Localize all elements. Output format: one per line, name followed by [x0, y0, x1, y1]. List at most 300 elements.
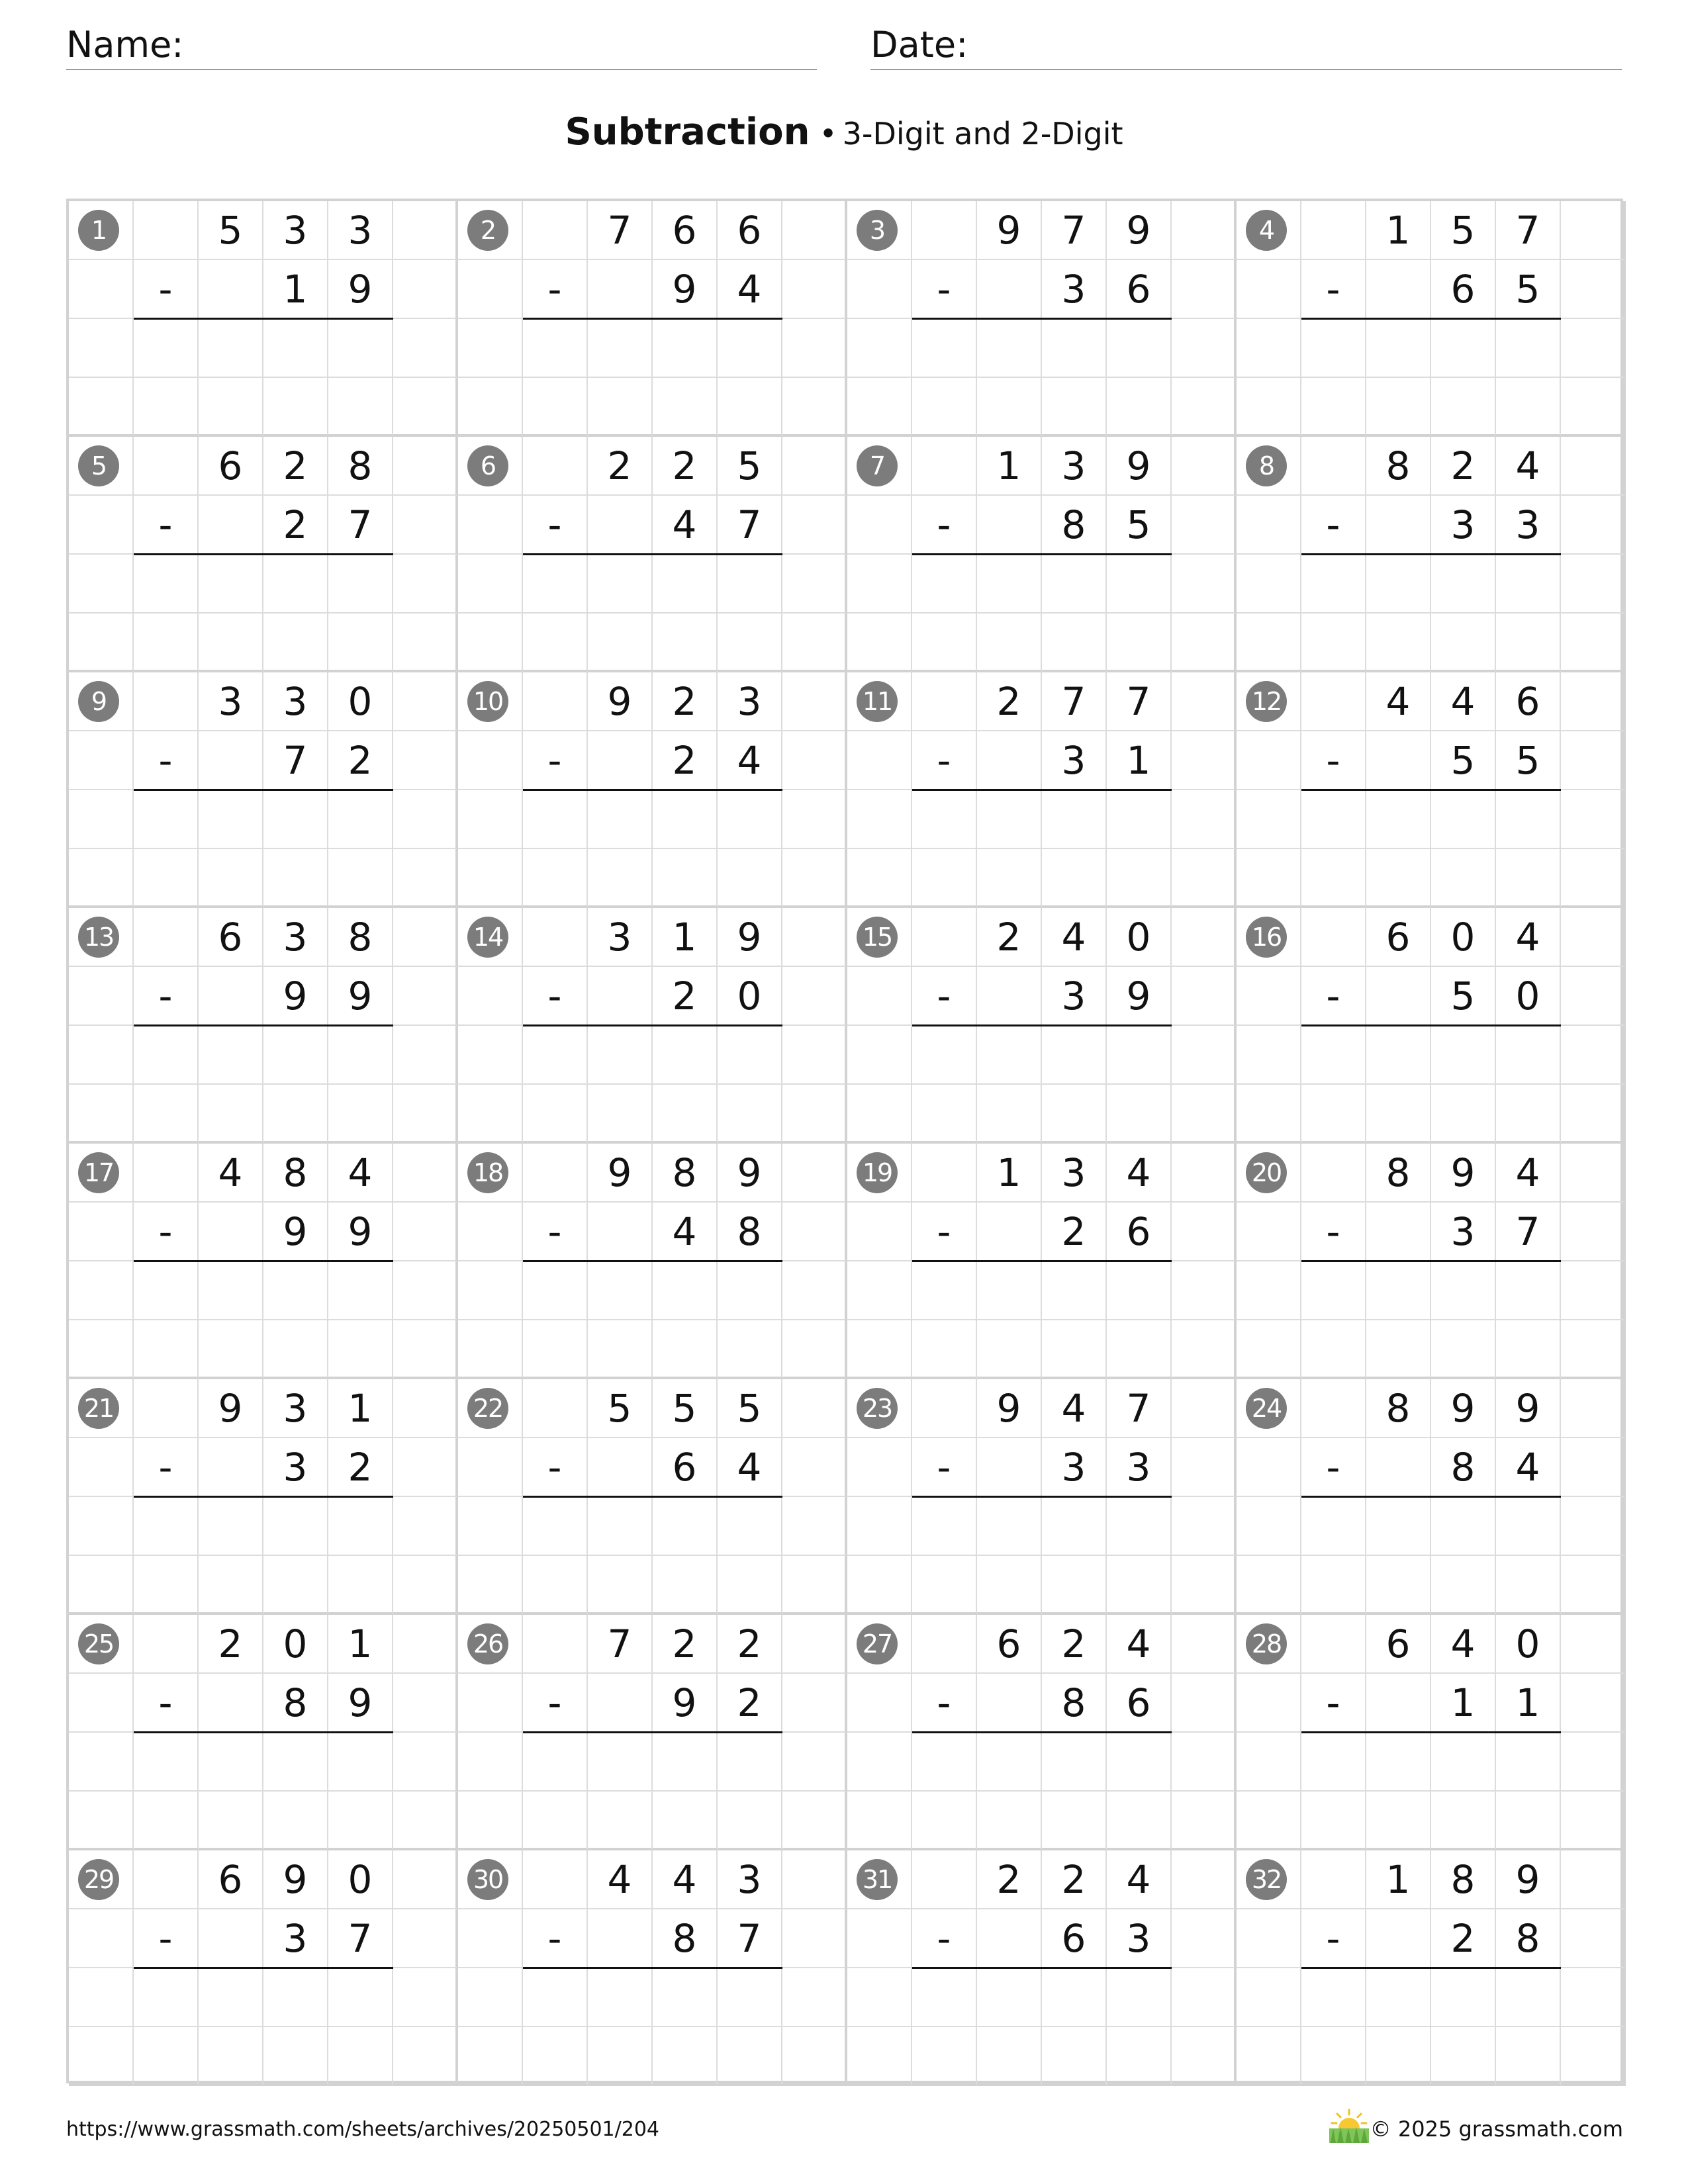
- answer-cell[interactable]: [523, 614, 588, 672]
- answer-cell[interactable]: [199, 319, 263, 378]
- answer-line: [1301, 1967, 1561, 1969]
- answer-cell[interactable]: [263, 849, 328, 908]
- answer-cell[interactable]: [1107, 1320, 1172, 1379]
- answer-cell[interactable]: [1366, 2027, 1431, 2086]
- answer-cell[interactable]: [1366, 1497, 1431, 1556]
- answer-line: [1301, 553, 1561, 555]
- answer-cell[interactable]: [912, 849, 977, 908]
- answer-cell[interactable]: [523, 1026, 588, 1085]
- grid-cell: [393, 908, 458, 967]
- answer-cell[interactable]: [1496, 1085, 1561, 1144]
- grid-cell: [782, 672, 847, 731]
- answer-cell[interactable]: [1042, 1968, 1107, 2027]
- answer-cell[interactable]: [588, 1792, 653, 1850]
- answer-cell[interactable]: [1301, 1320, 1366, 1379]
- answer-cell[interactable]: [977, 1320, 1042, 1379]
- answer-cell[interactable]: [1496, 1497, 1561, 1556]
- answer-cell[interactable]: [912, 555, 977, 614]
- answer-cell[interactable]: [1042, 1261, 1107, 1320]
- answer-cell[interactable]: [523, 1320, 588, 1379]
- answer-cell[interactable]: [588, 1026, 653, 1085]
- answer-cell[interactable]: [328, 614, 393, 672]
- answer-cell[interactable]: [263, 1085, 328, 1144]
- answer-cell[interactable]: [977, 319, 1042, 378]
- answer-cell[interactable]: [1431, 378, 1496, 437]
- answer-cell[interactable]: [199, 614, 263, 672]
- answer-cell[interactable]: [1042, 1026, 1107, 1085]
- answer-cell[interactable]: [1496, 1792, 1561, 1850]
- answer-cell[interactable]: [1431, 1968, 1496, 2027]
- answer-cell[interactable]: [718, 1792, 782, 1850]
- answer-cell[interactable]: [1496, 555, 1561, 614]
- answer-cell[interactable]: [134, 1026, 199, 1085]
- name-field[interactable]: [66, 21, 817, 70]
- answer-cell[interactable]: [523, 1497, 588, 1556]
- answer-cell[interactable]: [199, 1792, 263, 1850]
- date-field[interactable]: [870, 21, 1622, 70]
- answer-cell[interactable]: [912, 1026, 977, 1085]
- answer-cell[interactable]: [1496, 1261, 1561, 1320]
- grid-cell: [588, 1674, 653, 1733]
- answer-cell[interactable]: [1301, 555, 1366, 614]
- problem-4: [1237, 201, 1626, 437]
- answer-cell[interactable]: [653, 1792, 718, 1850]
- answer-cell[interactable]: [588, 2027, 653, 2086]
- answer-cell[interactable]: [1107, 1556, 1172, 1615]
- answer-cell[interactable]: [1107, 2027, 1172, 2086]
- answer-cell[interactable]: [653, 1261, 718, 1320]
- answer-cell[interactable]: [588, 319, 653, 378]
- answer-cell[interactable]: [912, 378, 977, 437]
- answer-cell[interactable]: [1107, 1085, 1172, 1144]
- answer-cell[interactable]: [912, 790, 977, 849]
- answer-cell[interactable]: [263, 1261, 328, 1320]
- answer-cell[interactable]: [1496, 849, 1561, 908]
- answer-cell[interactable]: [328, 319, 393, 378]
- answer-cell[interactable]: [328, 1792, 393, 1850]
- answer-cell[interactable]: [134, 849, 199, 908]
- minuend-digit: 4: [199, 1144, 263, 1203]
- answer-cell[interactable]: [1496, 614, 1561, 672]
- answer-cell[interactable]: [588, 1968, 653, 2027]
- answer-cell[interactable]: [653, 1085, 718, 1144]
- minuend-digit: 8: [1366, 437, 1431, 496]
- answer-cell[interactable]: [134, 1968, 199, 2027]
- answer-cell[interactable]: [1107, 1968, 1172, 2027]
- answer-cell[interactable]: [1366, 790, 1431, 849]
- answer-cell[interactable]: [977, 1792, 1042, 1850]
- answer-cell[interactable]: [1301, 319, 1366, 378]
- answer-cell[interactable]: [134, 790, 199, 849]
- answer-cell[interactable]: [1431, 555, 1496, 614]
- answer-line: [912, 318, 1172, 320]
- answer-cell[interactable]: [912, 1792, 977, 1850]
- answer-cell[interactable]: [328, 1320, 393, 1379]
- answer-cell[interactable]: [977, 1556, 1042, 1615]
- answer-cell[interactable]: [1107, 1497, 1172, 1556]
- answer-cell[interactable]: [1301, 1556, 1366, 1615]
- answer-cell[interactable]: [1496, 1968, 1561, 2027]
- answer-cell[interactable]: [1301, 2027, 1366, 2086]
- answer-cell[interactable]: [328, 849, 393, 908]
- answer-cell[interactable]: [1431, 1261, 1496, 1320]
- answer-cell[interactable]: [653, 1497, 718, 1556]
- grid-cell: [1172, 790, 1237, 849]
- minuend-digit: 6: [718, 201, 782, 260]
- answer-cell[interactable]: [263, 555, 328, 614]
- answer-cell[interactable]: [263, 319, 328, 378]
- answer-cell[interactable]: [912, 1556, 977, 1615]
- answer-cell[interactable]: [523, 2027, 588, 2086]
- answer-cell[interactable]: [523, 319, 588, 378]
- answer-cell[interactable]: [328, 378, 393, 437]
- answer-line: [912, 1260, 1172, 1262]
- answer-cell[interactable]: [1042, 378, 1107, 437]
- answer-cell[interactable]: [523, 1261, 588, 1320]
- subtrahend-digit: 8: [1431, 1438, 1496, 1497]
- answer-cell[interactable]: [199, 1733, 263, 1792]
- grid-cell: [977, 731, 1042, 790]
- answer-cell[interactable]: [134, 1792, 199, 1850]
- answer-cell[interactable]: [912, 2027, 977, 2086]
- answer-cell[interactable]: [1496, 2027, 1561, 2086]
- answer-cell[interactable]: [1431, 1026, 1496, 1085]
- answer-cell[interactable]: [1301, 1792, 1366, 1850]
- answer-cell[interactable]: [1496, 1320, 1561, 1379]
- answer-cell[interactable]: [1431, 319, 1496, 378]
- answer-cell[interactable]: [588, 849, 653, 908]
- answer-cell[interactable]: [653, 555, 718, 614]
- answer-cell[interactable]: [523, 1733, 588, 1792]
- answer-cell[interactable]: [977, 2027, 1042, 2086]
- answer-cell[interactable]: [1366, 1026, 1431, 1085]
- answer-cell[interactable]: [977, 614, 1042, 672]
- answer-cell[interactable]: [718, 1026, 782, 1085]
- answer-cell[interactable]: [1301, 849, 1366, 908]
- answer-cell[interactable]: [328, 1733, 393, 1792]
- answer-cell[interactable]: [977, 1968, 1042, 2027]
- answer-cell[interactable]: [718, 1085, 782, 1144]
- answer-cell[interactable]: [1366, 1556, 1431, 1615]
- subtrahend-digit: 2: [653, 731, 718, 790]
- answer-cell[interactable]: [718, 2027, 782, 2086]
- answer-cell[interactable]: [588, 614, 653, 672]
- problem-16: [1237, 908, 1626, 1144]
- answer-cell[interactable]: [134, 2027, 199, 2086]
- answer-cell[interactable]: [263, 1320, 328, 1379]
- grid-cell: [1561, 614, 1626, 672]
- problem-number-badge: 10: [467, 681, 508, 722]
- grid-cell: [1237, 1733, 1301, 1792]
- answer-cell[interactable]: [1107, 849, 1172, 908]
- subtrahend-digit: 9: [263, 1203, 328, 1261]
- answer-cell[interactable]: [1431, 1792, 1496, 1850]
- answer-cell[interactable]: [977, 1085, 1042, 1144]
- answer-cell[interactable]: [718, 1497, 782, 1556]
- answer-cell[interactable]: [653, 614, 718, 672]
- answer-cell[interactable]: [328, 1556, 393, 1615]
- answer-cell[interactable]: [653, 378, 718, 437]
- answer-cell[interactable]: [1431, 1497, 1496, 1556]
- answer-cell[interactable]: [328, 555, 393, 614]
- answer-cell[interactable]: [653, 1968, 718, 2027]
- answer-cell[interactable]: [199, 1968, 263, 2027]
- answer-cell[interactable]: [718, 555, 782, 614]
- answer-cell[interactable]: [1301, 1497, 1366, 1556]
- minuend-digit: 5: [718, 437, 782, 496]
- answer-cell[interactable]: [1042, 849, 1107, 908]
- minuend-digit: 1: [1366, 201, 1431, 260]
- answer-cell[interactable]: [1042, 1733, 1107, 1792]
- answer-cell[interactable]: [1301, 1733, 1366, 1792]
- answer-cell[interactable]: [1301, 790, 1366, 849]
- answer-cell[interactable]: [718, 790, 782, 849]
- answer-cell[interactable]: [1431, 614, 1496, 672]
- answer-cell[interactable]: [1107, 1026, 1172, 1085]
- grid-cell: [1301, 908, 1366, 967]
- problem-number-badge: 11: [857, 681, 898, 722]
- answer-cell[interactable]: [263, 1556, 328, 1615]
- answer-cell[interactable]: [1042, 319, 1107, 378]
- answer-cell[interactable]: [1366, 1733, 1431, 1792]
- answer-cell[interactable]: [134, 319, 199, 378]
- answer-cell[interactable]: [1107, 378, 1172, 437]
- answer-cell[interactable]: [1366, 1320, 1431, 1379]
- answer-cell[interactable]: [199, 1026, 263, 1085]
- answer-cell[interactable]: [1431, 1733, 1496, 1792]
- minus-sign: -: [1301, 967, 1366, 1026]
- answer-cell[interactable]: [134, 378, 199, 437]
- answer-cell[interactable]: [588, 378, 653, 437]
- answer-cell[interactable]: [1431, 790, 1496, 849]
- answer-cell[interactable]: [912, 1085, 977, 1144]
- answer-cell[interactable]: [1366, 378, 1431, 437]
- answer-cell[interactable]: [263, 1497, 328, 1556]
- answer-cell[interactable]: [977, 555, 1042, 614]
- answer-cell[interactable]: [1042, 614, 1107, 672]
- answer-cell[interactable]: [1107, 319, 1172, 378]
- answer-cell[interactable]: [653, 1556, 718, 1615]
- answer-cell[interactable]: [134, 555, 199, 614]
- answer-cell[interactable]: [199, 378, 263, 437]
- answer-cell[interactable]: [199, 555, 263, 614]
- answer-cell[interactable]: [1042, 790, 1107, 849]
- answer-cell[interactable]: [653, 319, 718, 378]
- answer-cell[interactable]: [523, 1792, 588, 1850]
- answer-cell[interactable]: [263, 2027, 328, 2086]
- answer-cell[interactable]: [523, 849, 588, 908]
- minuend-digit: 9: [718, 908, 782, 967]
- answer-cell[interactable]: [718, 378, 782, 437]
- answer-cell[interactable]: [1107, 790, 1172, 849]
- answer-cell[interactable]: [1496, 790, 1561, 849]
- answer-cell[interactable]: [328, 1497, 393, 1556]
- answer-cell[interactable]: [653, 1320, 718, 1379]
- answer-cell[interactable]: [1042, 1085, 1107, 1144]
- answer-cell[interactable]: [718, 1320, 782, 1379]
- answer-cell[interactable]: [718, 1556, 782, 1615]
- answer-cell[interactable]: [134, 1261, 199, 1320]
- answer-cell[interactable]: [1107, 1261, 1172, 1320]
- answer-cell[interactable]: [1042, 1320, 1107, 1379]
- answer-cell[interactable]: [199, 849, 263, 908]
- answer-cell[interactable]: [653, 790, 718, 849]
- answer-cell[interactable]: [199, 1320, 263, 1379]
- answer-cell[interactable]: [263, 1792, 328, 1850]
- answer-cell[interactable]: [912, 319, 977, 378]
- answer-cell[interactable]: [1431, 849, 1496, 908]
- answer-cell[interactable]: [523, 1085, 588, 1144]
- answer-cell[interactable]: [263, 614, 328, 672]
- answer-cell[interactable]: [977, 378, 1042, 437]
- answer-cell[interactable]: [718, 319, 782, 378]
- answer-cell[interactable]: [1366, 1792, 1431, 1850]
- answer-cell[interactable]: [1366, 1968, 1431, 2027]
- answer-cell[interactable]: [912, 614, 977, 672]
- answer-cell[interactable]: [718, 1261, 782, 1320]
- answer-cell[interactable]: [134, 1320, 199, 1379]
- answer-cell[interactable]: [588, 1556, 653, 1615]
- answer-cell[interactable]: [1042, 1556, 1107, 1615]
- answer-cell[interactable]: [1042, 2027, 1107, 2086]
- answer-cell[interactable]: [134, 1556, 199, 1615]
- answer-cell[interactable]: [199, 1261, 263, 1320]
- answer-cell[interactable]: [977, 1026, 1042, 1085]
- answer-cell[interactable]: [1496, 1026, 1561, 1085]
- answer-cell[interactable]: [263, 1026, 328, 1085]
- answer-cell[interactable]: [1496, 1556, 1561, 1615]
- answer-cell[interactable]: [1496, 319, 1561, 378]
- answer-cell[interactable]: [1366, 555, 1431, 614]
- subtrahend-digit: 8: [1042, 496, 1107, 555]
- grid-cell: [782, 1850, 847, 1909]
- answer-cell[interactable]: [1301, 1026, 1366, 1085]
- answer-cell[interactable]: [1042, 1497, 1107, 1556]
- answer-cell[interactable]: [1301, 378, 1366, 437]
- answer-cell[interactable]: [1431, 1085, 1496, 1144]
- answer-cell[interactable]: [718, 1968, 782, 2027]
- answer-cell[interactable]: [523, 555, 588, 614]
- answer-cell[interactable]: [653, 2027, 718, 2086]
- answer-cell[interactable]: [523, 1556, 588, 1615]
- answer-cell[interactable]: [263, 1733, 328, 1792]
- grid-cell: [1237, 2027, 1301, 2086]
- answer-cell[interactable]: [977, 1261, 1042, 1320]
- answer-cell[interactable]: [653, 1733, 718, 1792]
- answer-cell[interactable]: [977, 790, 1042, 849]
- subtrahend-digit: 9: [328, 967, 393, 1026]
- answer-cell[interactable]: [1431, 1556, 1496, 1615]
- subtrahend-digit: 3: [1042, 967, 1107, 1026]
- answer-cell[interactable]: [134, 1085, 199, 1144]
- answer-cell[interactable]: [1431, 1320, 1496, 1379]
- answer-cell[interactable]: [199, 1497, 263, 1556]
- answer-cell[interactable]: [263, 790, 328, 849]
- answer-cell[interactable]: [328, 2027, 393, 2086]
- grid-cell: [782, 201, 847, 260]
- answer-cell[interactable]: [199, 790, 263, 849]
- grid-cell: [977, 496, 1042, 555]
- answer-cell[interactable]: [1301, 1968, 1366, 2027]
- answer-cell[interactable]: [1366, 1085, 1431, 1144]
- answer-cell[interactable]: [588, 1733, 653, 1792]
- answer-cell[interactable]: [588, 1497, 653, 1556]
- answer-cell[interactable]: [328, 1261, 393, 1320]
- answer-cell[interactable]: [1107, 555, 1172, 614]
- answer-cell[interactable]: [977, 1497, 1042, 1556]
- answer-cell[interactable]: [523, 1968, 588, 2027]
- answer-cell[interactable]: [1107, 1733, 1172, 1792]
- answer-cell[interactable]: [912, 1968, 977, 2027]
- subtrahend-digit: 9: [328, 1674, 393, 1733]
- answer-cell[interactable]: [718, 614, 782, 672]
- answer-cell[interactable]: [977, 1733, 1042, 1792]
- answer-cell[interactable]: [1496, 378, 1561, 437]
- answer-cell[interactable]: [328, 1968, 393, 2027]
- answer-cell[interactable]: [588, 1261, 653, 1320]
- answer-cell[interactable]: [199, 1085, 263, 1144]
- grid-cell: [847, 1968, 912, 2027]
- answer-cell[interactable]: [977, 849, 1042, 908]
- answer-cell[interactable]: [199, 1556, 263, 1615]
- answer-cell[interactable]: [263, 1968, 328, 2027]
- answer-cell[interactable]: [523, 790, 588, 849]
- minuend-digit: 3: [718, 672, 782, 731]
- answer-cell[interactable]: [912, 1320, 977, 1379]
- answer-cell[interactable]: [134, 1497, 199, 1556]
- answer-cell[interactable]: [134, 614, 199, 672]
- grid-cell: [1561, 731, 1626, 790]
- answer-cell[interactable]: [912, 1261, 977, 1320]
- answer-cell[interactable]: [1301, 1261, 1366, 1320]
- answer-cell[interactable]: [588, 555, 653, 614]
- grid-cell: [523, 1615, 588, 1674]
- answer-cell[interactable]: [653, 849, 718, 908]
- answer-cell[interactable]: [1107, 1792, 1172, 1850]
- answer-cell[interactable]: [912, 1733, 977, 1792]
- answer-cell[interactable]: [523, 378, 588, 437]
- answer-cell[interactable]: [718, 1733, 782, 1792]
- answer-cell[interactable]: [134, 1733, 199, 1792]
- answer-cell[interactable]: [328, 1026, 393, 1085]
- answer-cell[interactable]: [1301, 614, 1366, 672]
- answer-cell[interactable]: [328, 1085, 393, 1144]
- answer-cell[interactable]: [1042, 1792, 1107, 1850]
- answer-cell[interactable]: [912, 1497, 977, 1556]
- answer-cell[interactable]: [1301, 1085, 1366, 1144]
- answer-cell[interactable]: [588, 1320, 653, 1379]
- answer-cell[interactable]: [1366, 849, 1431, 908]
- problem-14: [458, 908, 847, 1144]
- answer-cell[interactable]: [263, 378, 328, 437]
- answer-cell[interactable]: [653, 1026, 718, 1085]
- answer-cell[interactable]: [1366, 614, 1431, 672]
- answer-cell[interactable]: [1496, 1733, 1561, 1792]
- answer-line: [523, 1024, 782, 1026]
- answer-cell[interactable]: [1366, 319, 1431, 378]
- answer-cell[interactable]: [588, 790, 653, 849]
- answer-cell[interactable]: [588, 1085, 653, 1144]
- answer-cell[interactable]: [328, 790, 393, 849]
- footer-url: https://www.grassmath.com/sheets/archives/20250501/204: [66, 2118, 660, 2141]
- answer-cell[interactable]: [718, 849, 782, 908]
- answer-cell[interactable]: [1366, 1261, 1431, 1320]
- answer-cell[interactable]: [1107, 614, 1172, 672]
- problem-number-badge: 16: [1246, 917, 1287, 958]
- answer-cell[interactable]: [1431, 2027, 1496, 2086]
- answer-cell[interactable]: [1042, 555, 1107, 614]
- answer-cell[interactable]: [199, 2027, 263, 2086]
